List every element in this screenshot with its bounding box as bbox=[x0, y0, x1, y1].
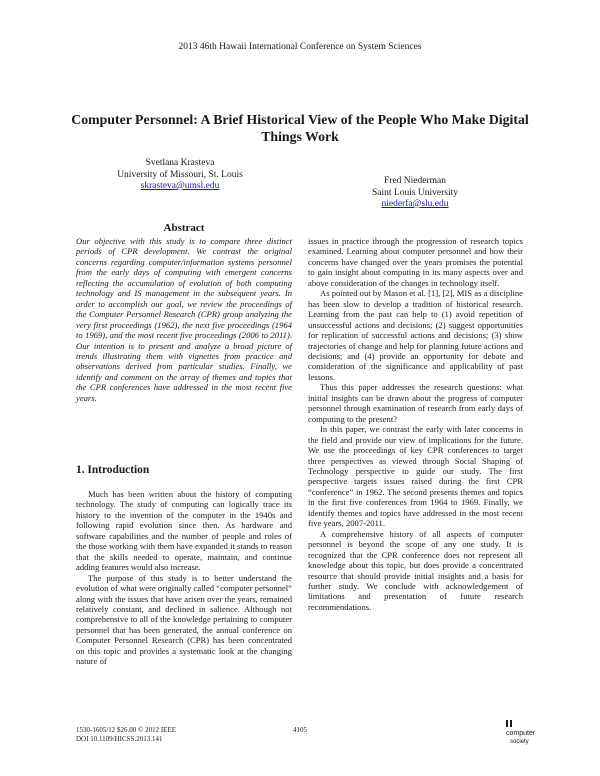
footer-issn: 1530-1605/12 $26.00 © 2012 IEEE bbox=[76, 726, 177, 734]
author-2-email-link[interactable]: niederfa@slu.edu bbox=[381, 199, 449, 209]
abstract-paragraph: Our objective with this study is to compare three distinct periods of CPR development. We contrast the original concerns regarding computer/information systems personnel from the early days of computing with emergent concerns reflecting the accumulation of evolution of both computing technology and IS management in the subsequent years. In order to accomplish our goal, we review the proceedings of the Computer Personnel Research (CPR) group analyzing the very first proceedings (1962), the next five proceedings (1964 to 1969), and the most recent five proceedings (2006 to 2011). Our intention is to present and analyze a broad picture of trends illustrating them with vignettes from practice and observations derived from particular studies. Finally, we identify and comment on the array of themes and topics that the CPR conferences have addressed in the most recent five years. bbox=[76, 236, 292, 403]
intro-paragraph-1: Much has been written about the history of computing technology. The study of computing can logically trace its history to the invention of the computer in the 1940s and following rapid evolution since then. As hardware and software capabilities and the number of people and roles of the those working with them have expanded it stands to reason that the skills needed to operate, maintain, and continue adding features would also increase. bbox=[76, 489, 292, 573]
footer-doi: DOI 10.1109/HICSS.2013.141 bbox=[76, 735, 163, 743]
author-1-email-link[interactable]: skrasteva@umsl.edu bbox=[140, 181, 220, 191]
computer-society-logo bbox=[486, 718, 536, 748]
author-1-name: Svetlana Krasteva bbox=[145, 158, 215, 168]
logo-bar-1 bbox=[506, 720, 508, 727]
page-number: 4105 bbox=[293, 726, 307, 734]
right-paragraph-1: issues in practice through the progression of research topics examined. Learning about computer personnel and how their concerns have changed over the years promises the potential to gain insight about computing in its many aspects over and above consideration of the changes in technology itself. bbox=[308, 236, 523, 288]
right-paragraph-5: A comprehensive history of all aspects of computer personnel is beyond the scope of any one study. It is recognized that the CPR conference does not represent all knowledge about this topic, but does provide a concentrated resource that should provide initial insights and a basis for further study. We conclude with acknowledgement of limitations and presentation of future research recommendations. bbox=[308, 528, 523, 612]
logo-text-bottom: society bbox=[510, 739, 529, 745]
right-paragraph-4: In this paper, we contrast the early with later concerns in the field and provide our view of implications for the future. We use the proceedings of key CPR conferences to target three perspectives as viewed through Social Shaping of Technology perspective to guide our study. The first perspective targets issues raised during the first CPR “conference” in 1962. The second presents themes and topics in the first five conferences from 1964 to 1969. Finally, we identify themes and topics have addressed in the most recent five years, 2007-2011. bbox=[308, 424, 523, 529]
paper-title: Computer Personnel: A Brief Historical View of the People Who Make Digital Things Work bbox=[71, 112, 529, 144]
logo-text-top: computer bbox=[506, 730, 536, 737]
conference-header: 2013 46th Hawaii International Conference on System Sciences bbox=[178, 42, 422, 52]
right-paragraph-2: As pointed out by Mason et al. [1], [2], MIS as a discipline has been slow to develop a tradition of historical research. Learning from the past can help to (1) avoid repetition of unsuccessful actions and decisions; (2) suggest opportunities for replication of successful actions and decisions; (3) show trajectories of change and help for planning future actions and decisions; and (4) provide an opportunity for debate and consideration of the significance and applicability of past lessons. bbox=[308, 288, 523, 382]
author-1 bbox=[95, 158, 265, 193]
introduction-text bbox=[76, 489, 292, 667]
author-2 bbox=[330, 176, 500, 211]
abstract-text bbox=[76, 236, 292, 403]
logo-bar-2 bbox=[510, 720, 512, 727]
author-1-affiliation: University of Missouri, St. Louis bbox=[117, 169, 243, 180]
right-column-text bbox=[308, 236, 523, 612]
introduction-heading: 1. Introduction bbox=[76, 464, 150, 476]
author-2-name: Fred Niederman bbox=[384, 176, 446, 186]
abstract-heading: Abstract bbox=[163, 222, 205, 234]
right-paragraph-3: Thus this paper addresses the research questions: what initial insights can be drawn about the progress of computer personnel through examination of research from early days of computing to the present? bbox=[308, 382, 523, 424]
intro-paragraph-2: The purpose of this study is to better understand the evolution of what were originally called “computer personnel” along with the issues that have arisen over the years, remained relatively constant, and declined in salience. Although not comprehensive to all of the knowledge pertaining to computer personnel that has been generated, the annual conference on Computer Personnel Research (CPR) has been concentrated on this topic and provides a systematic look at the changing nature of bbox=[76, 572, 292, 667]
author-2-affiliation: Saint Louis University bbox=[371, 187, 459, 198]
footer-copyright bbox=[76, 726, 176, 744]
